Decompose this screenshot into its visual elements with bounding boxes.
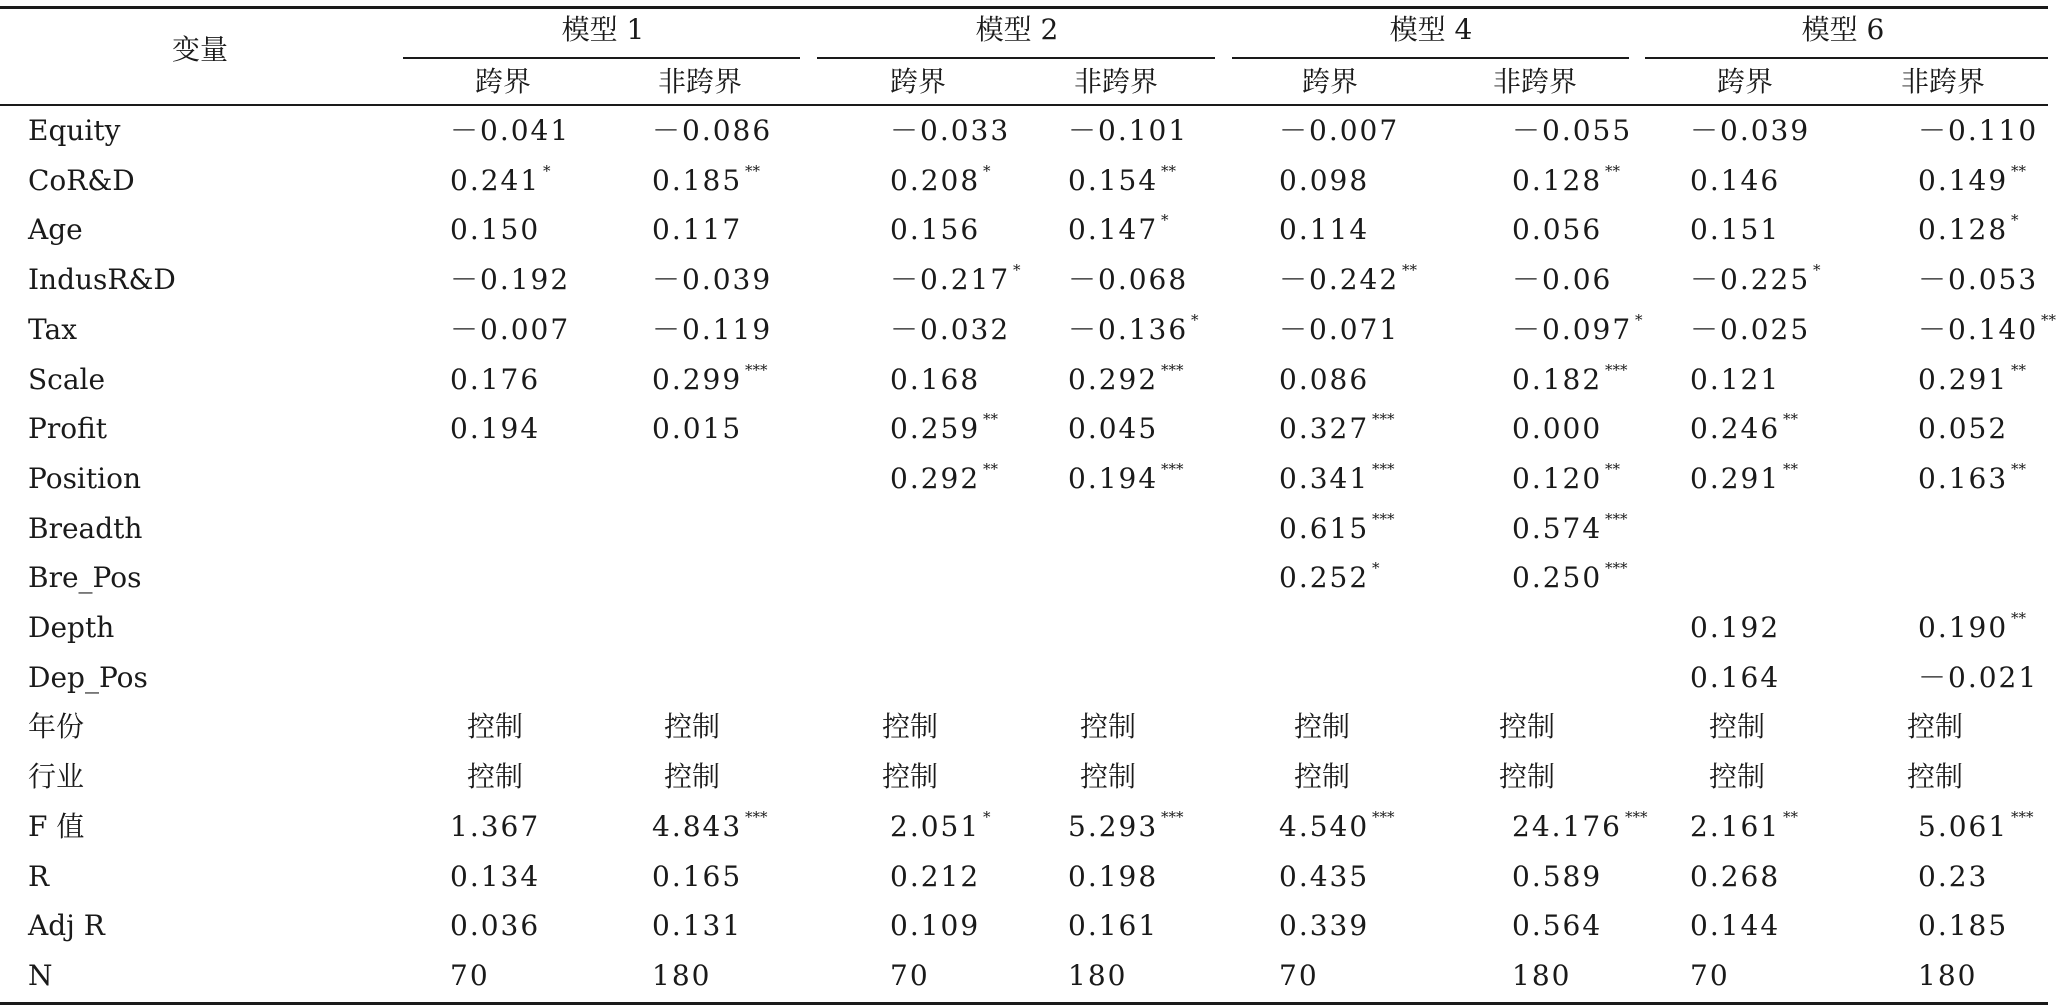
significance-marker: ** [2011, 161, 2026, 180]
table-cell: 0.615 [1279, 511, 1370, 545]
table-cell: 180 [652, 958, 712, 992]
table-cell: －0.192 [450, 263, 571, 297]
table-cell: 控制 [1906, 710, 1964, 744]
table-cell: －0.053 [1918, 263, 2039, 297]
table-cell: 0.435 [1279, 859, 1370, 893]
table-cell: 0.299 [652, 362, 743, 396]
significance-marker: ** [1161, 161, 1176, 180]
table-cell: 0.291 [1918, 362, 2009, 396]
table-cell: 2.051 [890, 809, 981, 843]
table-cell: 0.564 [1512, 909, 1603, 943]
table-cell: 1.367 [450, 809, 541, 843]
table-cell: －0.136 [1068, 312, 1189, 346]
significance-marker: *** [745, 360, 768, 379]
table-cell: 控制 [1906, 760, 1964, 794]
table-cell: 0.052 [1918, 412, 2009, 446]
table-cell: 5.293 [1068, 809, 1159, 843]
corner-header: 变量 [172, 33, 229, 66]
table-cell: 0.161 [1068, 909, 1159, 943]
table-cell: 控制 [1079, 760, 1137, 794]
significance-marker: *** [1605, 509, 1628, 528]
significance-marker: * [1372, 559, 1380, 578]
table-top-rule [0, 6, 2048, 9]
table-cell: 0.250 [1512, 561, 1603, 595]
table-cell: 0.241 [450, 163, 541, 197]
table-cell: 控制 [1498, 760, 1556, 794]
significance-marker: ** [1783, 807, 1798, 826]
row-label: Dep_Pos [28, 660, 148, 694]
row-label: Position [28, 461, 141, 495]
significance-marker: * [1191, 310, 1199, 329]
significance-marker: * [543, 161, 551, 180]
table-cell: －0.025 [1690, 312, 1811, 346]
significance-marker: *** [1161, 807, 1184, 826]
table-cell: －0.110 [1918, 114, 2039, 147]
table-cell: 0.045 [1068, 412, 1159, 446]
table-cell: 0.154 [1068, 163, 1159, 197]
table-cell: －0.041 [450, 114, 571, 147]
table-cell: 0.056 [1512, 213, 1603, 247]
table-cell: 0.252 [1279, 561, 1370, 595]
table-cell: －0.055 [1512, 114, 1633, 147]
table-cell: 0.292 [890, 461, 981, 495]
table-cell: －0.071 [1279, 312, 1400, 346]
table-cell: 0.015 [652, 412, 743, 446]
table-cell: 0.128 [1512, 163, 1603, 197]
table-cell: 控制 [466, 760, 524, 794]
table-cell: 0.150 [450, 213, 541, 247]
table-cell: 控制 [466, 710, 524, 744]
table-cell: －0.097 [1512, 312, 1633, 346]
significance-marker: ** [1402, 261, 1417, 280]
significance-marker: * [1635, 310, 1643, 329]
row-label: IndusR&D [28, 263, 176, 297]
table-header-rule [0, 104, 2048, 106]
table-cell: 控制 [1498, 710, 1556, 744]
model-group-rule [1645, 57, 2048, 59]
sample-subheader: 非跨界 [1073, 65, 1159, 98]
row-label: R [28, 859, 50, 893]
table-cell: 180 [1512, 958, 1572, 992]
table-cell: 0.114 [1279, 213, 1370, 247]
table-cell: 70 [1279, 958, 1319, 992]
model-group-rule [403, 57, 800, 59]
significance-marker: *** [1372, 410, 1395, 429]
table-cell: －0.032 [890, 312, 1011, 346]
table-cell: 0.194 [450, 412, 541, 446]
table-cell: 0.185 [1918, 909, 2009, 943]
significance-marker: * [1813, 261, 1821, 280]
table-cell: 0.165 [652, 859, 743, 893]
table-cell: 0.134 [450, 859, 541, 893]
sample-subheader: 非跨界 [657, 65, 743, 98]
significance-marker: ** [2011, 459, 2026, 478]
table-cell: 控制 [1708, 760, 1766, 794]
table-cell: 0.086 [1279, 362, 1370, 396]
table-cell: －0.068 [1068, 263, 1189, 297]
table-cell: 2.161 [1690, 809, 1781, 843]
significance-marker: *** [2011, 807, 2034, 826]
row-label: Age [28, 213, 83, 247]
significance-marker: * [983, 807, 991, 826]
table-cell: 70 [1690, 958, 1730, 992]
table-cell: 4.843 [652, 809, 743, 843]
significance-marker: ** [2011, 609, 2026, 627]
table-cell: 控制 [1079, 710, 1137, 744]
row-label: N [28, 958, 53, 992]
table-cell: 180 [1918, 958, 1978, 992]
row-label: Scale [28, 362, 106, 396]
table-cell: －0.225 [1690, 263, 1811, 297]
significance-marker: ** [745, 161, 760, 180]
table-cell: 控制 [881, 760, 939, 794]
table-cell: 0.339 [1279, 909, 1370, 943]
table-cell: 70 [890, 958, 930, 992]
significance-marker: ** [1783, 459, 1798, 478]
table-cell: 0.176 [450, 362, 541, 396]
table-cell: 0.117 [652, 213, 743, 247]
table-cell: 0.000 [1512, 412, 1603, 446]
table-cell: －0.021 [1918, 660, 2039, 694]
table-cell: －0.039 [652, 263, 773, 297]
significance-marker: ** [1605, 161, 1620, 180]
row-label: Tax [28, 312, 77, 346]
table-cell: 0.292 [1068, 362, 1159, 396]
table-cell: 0.144 [1690, 909, 1781, 943]
significance-marker: * [1161, 211, 1169, 230]
significance-marker: * [1013, 261, 1021, 280]
table-cell: －0.06 [1512, 263, 1613, 297]
significance-marker: ** [983, 459, 998, 478]
row-label: Depth [28, 611, 115, 644]
sample-subheader: 跨界 [889, 65, 947, 98]
table-cell: 0.131 [652, 909, 743, 943]
table-cell: 0.128 [1918, 213, 2009, 247]
table-cell: 控制 [1293, 760, 1351, 794]
table-cell: 0.036 [450, 909, 541, 943]
row-label: Bre_Pos [28, 561, 142, 595]
table-cell: 0.156 [890, 213, 981, 247]
table-cell: 0.147 [1068, 213, 1159, 247]
row-label: Breadth [28, 511, 143, 545]
table-cell: －0.140 [1918, 312, 2039, 346]
significance-marker: *** [745, 807, 768, 826]
significance-marker: *** [1372, 509, 1395, 528]
significance-marker: ** [1783, 410, 1798, 429]
table-cell: －0.242 [1279, 263, 1400, 297]
significance-marker: *** [1372, 459, 1395, 478]
table-cell: 控制 [1708, 710, 1766, 744]
significance-marker: *** [1605, 360, 1628, 379]
row-label: 行业 [28, 760, 85, 794]
table-cell: 0.212 [890, 859, 981, 893]
table-cell: 0.182 [1512, 362, 1603, 396]
table-cell: 0.268 [1690, 859, 1781, 893]
significance-marker: * [983, 161, 991, 180]
model-group-header: 模型 6 [1801, 13, 1885, 46]
table-cell: 0.291 [1690, 461, 1781, 495]
table-cell: 0.341 [1279, 461, 1370, 495]
significance-marker: ** [983, 410, 998, 429]
table-bottom-rule [0, 1002, 2048, 1005]
table-cell: 控制 [1293, 710, 1351, 744]
table-cell: 0.259 [890, 412, 981, 446]
table-cell: －0.007 [1279, 114, 1400, 147]
significance-marker: *** [1372, 807, 1395, 826]
table-cell: 控制 [881, 710, 939, 744]
table-cell: 控制 [663, 760, 721, 794]
table-cell: －0.007 [450, 312, 571, 346]
table-cell: －0.217 [890, 263, 1011, 297]
table-cell: 0.574 [1512, 511, 1603, 545]
significance-marker: *** [1161, 459, 1184, 478]
table-cell: －0.033 [890, 114, 1011, 147]
table-cell: 0.120 [1512, 461, 1603, 495]
row-label: 年份 [28, 710, 85, 744]
table-cell: －0.101 [1068, 114, 1189, 147]
table-cell: －0.039 [1690, 114, 1811, 147]
table-cell: 70 [450, 958, 490, 992]
table-cell: 0.151 [1690, 213, 1781, 247]
table-cell: 0.190 [1918, 611, 2009, 644]
table-cell: 0.23 [1918, 859, 1989, 893]
row-label: Adj R [28, 909, 105, 943]
table-cell: 0.192 [1690, 611, 1781, 644]
table-cell: －0.086 [652, 114, 773, 147]
table-cell: 24.176 [1512, 809, 1622, 843]
table-cell: 0.246 [1690, 412, 1781, 446]
table-cell: 5.061 [1918, 809, 2009, 843]
model-group-rule [817, 57, 1215, 59]
sample-subheader: 非跨界 [1492, 65, 1578, 98]
sample-subheader: 跨界 [1301, 65, 1359, 98]
table-cell: 控制 [663, 710, 721, 744]
table-cell: 0.198 [1068, 859, 1159, 893]
model-group-header: 模型 4 [1389, 13, 1473, 46]
row-label: Profit [28, 412, 108, 446]
model-group-rule [1232, 57, 1629, 59]
table-cell: 0.164 [1690, 660, 1781, 694]
table-cell: 0.121 [1690, 362, 1781, 396]
table-cell: 0.109 [890, 909, 981, 943]
sample-subheader: 跨界 [474, 65, 532, 98]
table-cell: 0.589 [1512, 859, 1603, 893]
table-cell: 0.208 [890, 163, 981, 197]
significance-marker: ** [2041, 310, 2056, 329]
sample-subheader: 非跨界 [1900, 65, 1986, 98]
model-group-header: 模型 1 [561, 13, 645, 46]
significance-marker: ** [1605, 459, 1620, 478]
table-cell: 0.185 [652, 163, 743, 197]
model-group-header: 模型 2 [975, 13, 1059, 46]
table-cell: 0.194 [1068, 461, 1159, 495]
significance-marker: *** [1625, 807, 1648, 826]
table-cell: 180 [1068, 958, 1128, 992]
table-cell: 0.146 [1690, 163, 1781, 197]
significance-marker: ** [2011, 360, 2026, 379]
sample-subheader: 跨界 [1716, 65, 1774, 98]
row-label: CoR&D [28, 163, 135, 197]
table-cell: －0.119 [652, 312, 773, 346]
table-cell: 0.168 [890, 362, 981, 396]
row-label: Equity [28, 114, 121, 147]
table-cell: 0.327 [1279, 412, 1370, 446]
table-cell: 0.149 [1918, 163, 2009, 197]
table-cell: 4.540 [1279, 809, 1370, 843]
significance-marker: *** [1605, 559, 1628, 578]
significance-marker: * [2011, 211, 2019, 230]
significance-marker: *** [1161, 360, 1184, 379]
table-cell: 0.098 [1279, 163, 1370, 197]
row-label: F 值 [28, 809, 85, 843]
table-cell: 0.163 [1918, 461, 2009, 495]
